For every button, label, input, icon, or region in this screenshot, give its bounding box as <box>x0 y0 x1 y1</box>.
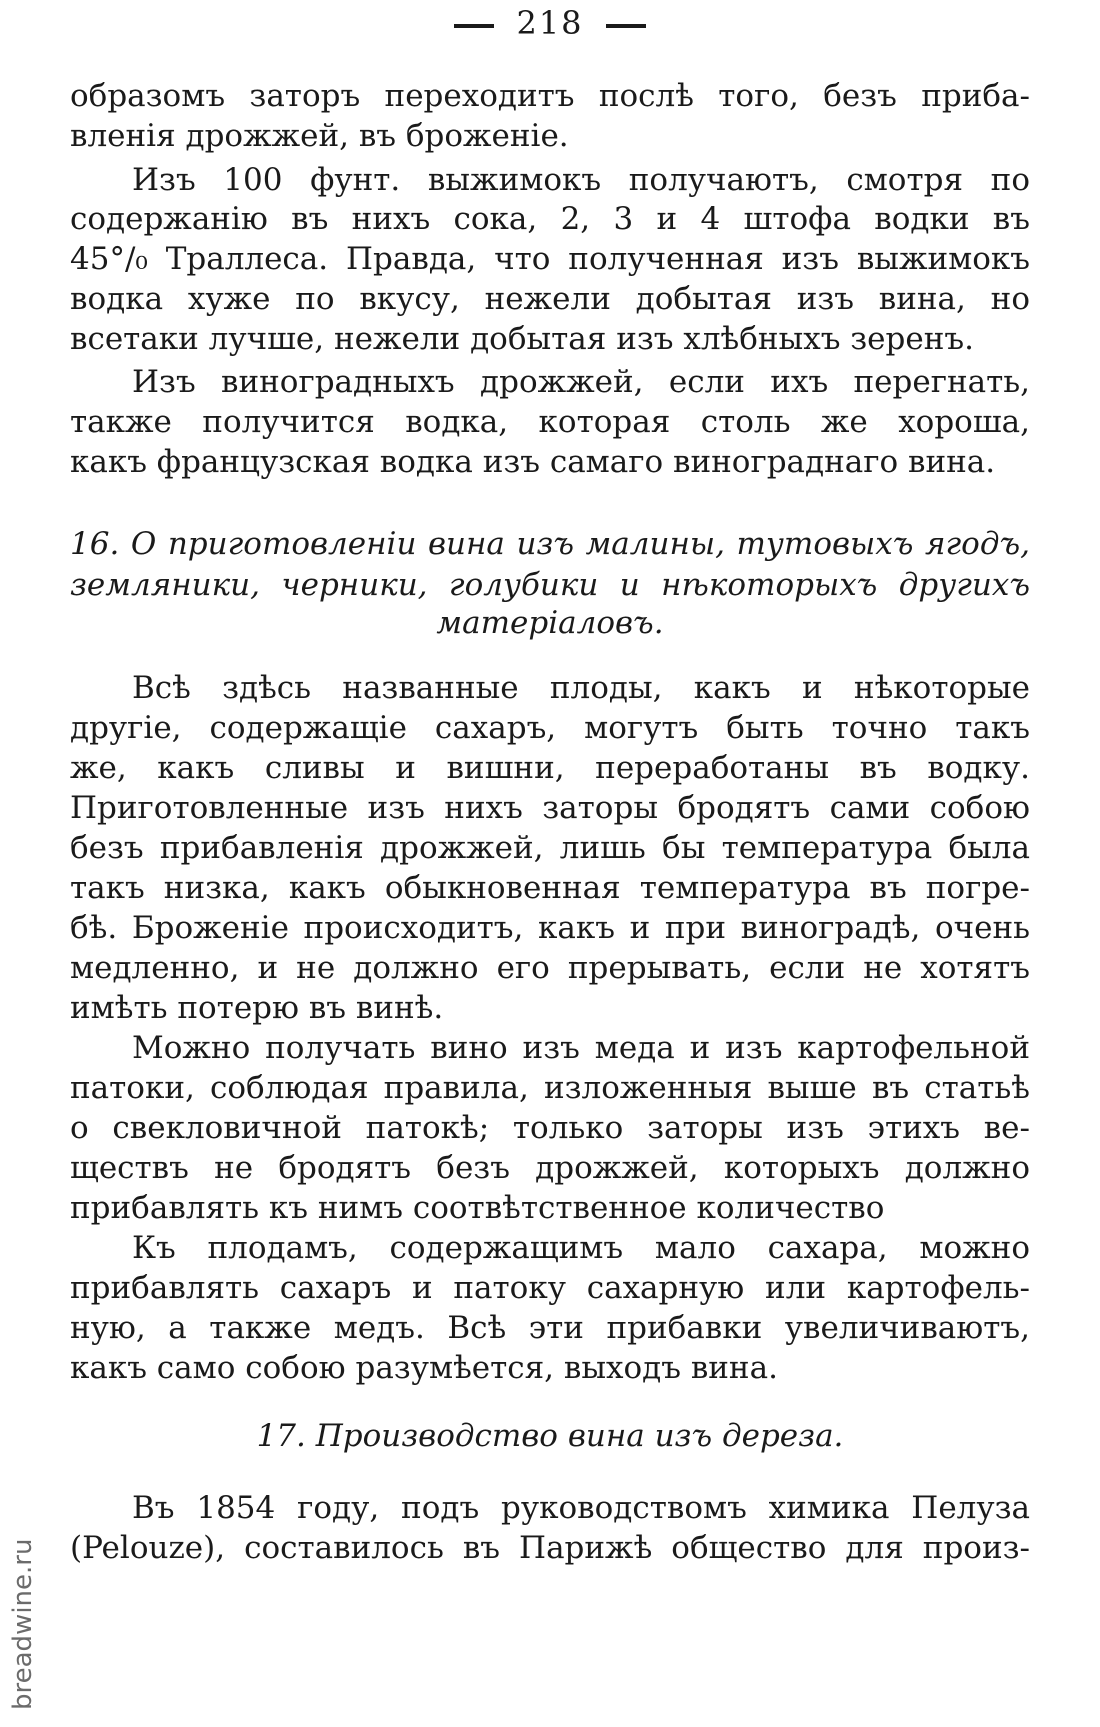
text-line: вленія дрожжей, въ броженіе. <box>70 118 569 154</box>
text-line: имѣть потерю въ винѣ. <box>70 990 444 1026</box>
text-line: какъ французская водка изъ самаго винограднаго вина. <box>70 444 996 480</box>
text-line: также получится водка, которая столь же хороша, <box>70 404 1030 440</box>
text-line: Изъ виноградныхъ дрожжей, если ихъ перегнать, <box>132 364 1030 400</box>
text-line: какъ само собою разумѣется, выходъ вина. <box>70 1350 778 1386</box>
page-header <box>0 4 1100 42</box>
text-line: бѣ. Броженіе происходитъ, какъ и при виноградѣ, очень <box>70 910 1030 946</box>
text-line: всетаки лучше, нежели добытая изъ хлѣбныхъ зеренъ. <box>70 321 974 357</box>
text-line: водка хуже по вкусу, нежели добытая изъ вина, но <box>70 281 1030 317</box>
text-line: же, какъ сливы и вишни, переработаны въ водку. <box>70 750 1030 786</box>
text-line: Можно получать вино изъ меда и изъ картофельной <box>132 1030 1030 1066</box>
text-line: медленно, и не должно его прерывать, если не хотятъ <box>70 950 1030 986</box>
text-line: Приготовленные изъ нихъ заторы бродятъ сами собою <box>70 790 1030 826</box>
text-line: такъ низка, какъ обыкновенная температура въ погре- <box>70 870 1030 906</box>
text-line: содержанію въ нихъ сока, 2, 3 и 4 штофа водки въ <box>70 201 1030 237</box>
text-line: о свекловичной патокѣ; только заторы изъ этихъ ве- <box>70 1110 1030 1146</box>
page-number: 218 <box>516 4 584 42</box>
text-line: безъ прибавленія дрожжей, лишь бы температура была <box>70 830 1030 866</box>
section-heading: 17. Производство вина изъ дереза. <box>256 1418 844 1454</box>
text-line: Всѣ здѣсь названные плоды, какъ и нѣкоторые <box>132 670 1030 706</box>
text-line: Изъ 100 фунт. выжимокъ получаютъ, смотря по <box>132 162 1030 198</box>
right-dash <box>606 24 646 28</box>
text-line: 45°/₀ Траллеса. Правда, что полученная изъ выжимокъ <box>70 241 1030 277</box>
section-heading: матеріаловъ. <box>436 605 664 641</box>
text-line: Въ 1854 году, подъ руководствомъ химика Пелуза <box>132 1490 1030 1526</box>
text-line: прибавлять къ нимъ соотвѣтственное количество <box>70 1190 885 1226</box>
text-line: прибавлять сахаръ и патоку сахарную или картофель- <box>70 1270 1030 1306</box>
text-line: Къ плодамъ, содержащимъ мало сахара, можно <box>132 1230 1030 1266</box>
text-line: патоки, соблюдая правила, изложенныя выше въ статьѣ <box>70 1070 1030 1106</box>
left-dash <box>454 24 494 28</box>
text-line: (Pelouze), составилось въ Парижѣ общество для произ- <box>70 1530 1030 1566</box>
text-line: ществъ не бродятъ безъ дрожжей, которыхъ должно <box>70 1150 1030 1186</box>
text-line: ную, а также медъ. Всѣ эти прибавки увеличиваютъ, <box>70 1310 1030 1346</box>
text-line: образомъ заторъ переходитъ послѣ того, безъ приба- <box>70 78 1030 114</box>
section-heading: 16. О приготовленіи вина изъ малины, тутовыхъ ягодъ, <box>70 526 1030 562</box>
section-heading: земляники, черники, голубики и нѣкоторыхъ другихъ <box>70 567 1030 603</box>
text-line: другіе, содержащіе сахаръ, могутъ быть точно такъ <box>70 710 1030 746</box>
watermark: breadwine.ru <box>8 1538 38 1710</box>
